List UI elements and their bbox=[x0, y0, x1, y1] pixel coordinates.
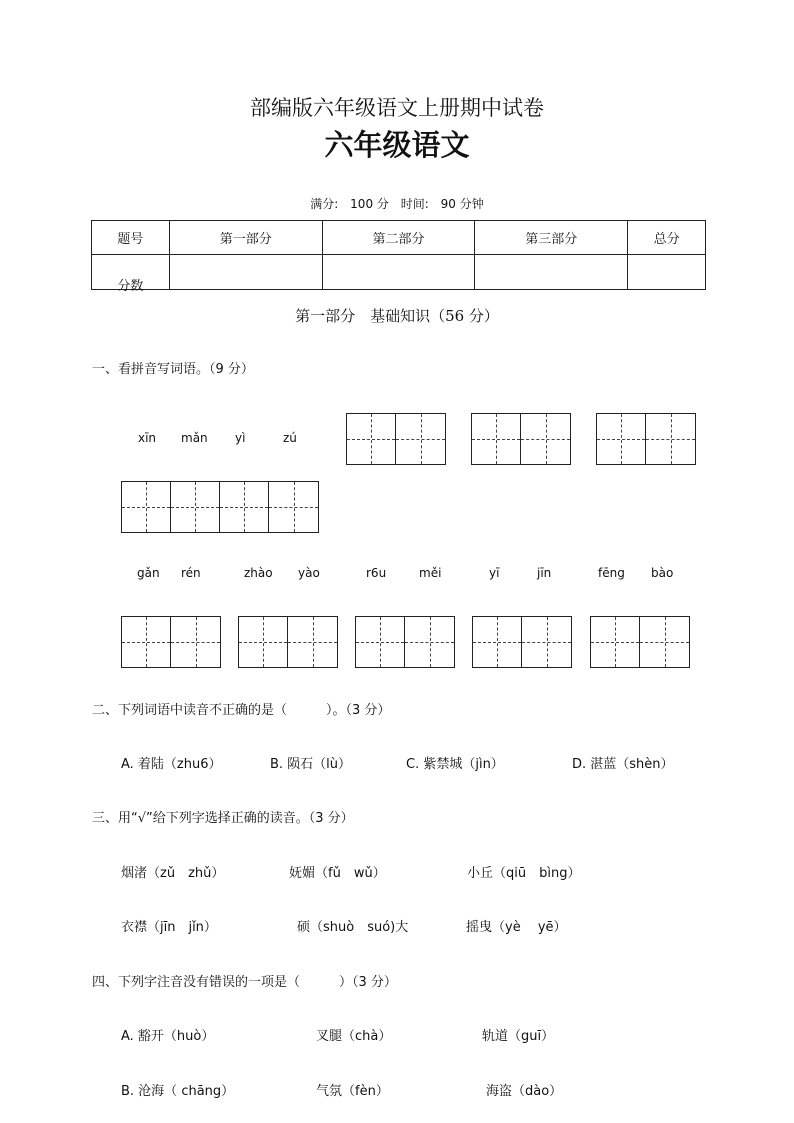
option-a-word: 叉腿（chà） bbox=[316, 1029, 392, 1044]
full-marks-label: 满分: bbox=[310, 197, 339, 211]
writing-grid[interactable] bbox=[471, 413, 571, 465]
reading-choice[interactable]: 摇曳（yè yē） bbox=[466, 920, 567, 935]
option-a[interactable]: A. 着陆（zhu6） bbox=[121, 757, 222, 772]
pinyin: gǎn bbox=[137, 566, 160, 580]
pinyin: zú bbox=[283, 431, 297, 445]
option-a[interactable]: A. 豁开（huò） bbox=[121, 1029, 215, 1044]
option-b[interactable]: B. 陨石（lù） bbox=[270, 757, 352, 772]
score-table-score-row bbox=[92, 255, 706, 290]
pinyin: měi bbox=[419, 566, 442, 580]
writing-grid[interactable] bbox=[472, 616, 572, 668]
score-row-label-cell bbox=[92, 255, 170, 294]
option-a-word: 轨道（guī） bbox=[482, 1029, 555, 1044]
option-c[interactable]: C. 紫禁城（jìn） bbox=[406, 757, 504, 772]
question-1-title: 一、看拼音写词语。（9 分） bbox=[92, 362, 254, 377]
writing-grid[interactable] bbox=[596, 413, 696, 465]
pinyin: yì bbox=[235, 431, 246, 445]
score-table-header: 第二部分 bbox=[322, 221, 475, 255]
writing-grid[interactable] bbox=[121, 481, 319, 533]
reading-choice[interactable]: 烟渚（zǔ zhǔ） bbox=[121, 866, 225, 881]
question-4-title: 四、下列字注音没有错误的一项是（ ）（3 分） bbox=[92, 975, 397, 990]
reading-choice[interactable]: 妩媚（fǔ wǔ） bbox=[289, 866, 386, 881]
pinyin: jīn bbox=[537, 566, 552, 580]
score-row-label: 分数 bbox=[117, 278, 144, 294]
time-label: 时间: bbox=[400, 197, 429, 211]
pinyin: r6u bbox=[366, 566, 387, 580]
question-3-title: 三、用“√”给下列字选择正确的读音。（3 分） bbox=[92, 811, 354, 826]
full-marks-value: 100 分 bbox=[350, 197, 389, 211]
pinyin: rén bbox=[181, 566, 201, 580]
pinyin: bào bbox=[651, 566, 674, 580]
writing-grid[interactable] bbox=[121, 616, 221, 668]
score-cell[interactable] bbox=[322, 255, 475, 290]
pinyin: mǎn bbox=[181, 431, 208, 445]
pinyin: zhào bbox=[244, 566, 273, 580]
score-cell[interactable] bbox=[475, 255, 628, 290]
option-d[interactable]: D. 湛蓝（shèn） bbox=[572, 757, 674, 772]
time-value: 90 分钟 bbox=[440, 197, 484, 211]
writing-grid[interactable] bbox=[346, 413, 446, 465]
score-table-header-row bbox=[92, 221, 706, 255]
reading-choice[interactable]: 小丘（qiū bìng） bbox=[467, 866, 581, 881]
score-table bbox=[91, 220, 706, 294]
option-b-word: 海盗（dào） bbox=[486, 1084, 563, 1099]
writing-grid[interactable] bbox=[355, 616, 455, 668]
pinyin: yào bbox=[298, 566, 320, 580]
writing-grid[interactable] bbox=[590, 616, 690, 668]
score-table-header: 总分 bbox=[628, 221, 706, 255]
pinyin: yī bbox=[489, 566, 500, 580]
exam-title: 六年级语文 bbox=[324, 128, 470, 162]
question-2-title: 二、下列词语中读音不正确的是（ ）。（3 分） bbox=[92, 703, 391, 718]
section-title: 第一部分 基础知识（56 分） bbox=[295, 307, 499, 325]
option-b-word: 气氛（fèn） bbox=[316, 1084, 389, 1099]
score-info bbox=[0, 195, 794, 212]
score-cell[interactable] bbox=[628, 255, 706, 290]
score-table-header: 第三部分 bbox=[475, 221, 628, 255]
pinyin: fēng bbox=[598, 566, 625, 580]
score-table-header: 题号 bbox=[92, 221, 170, 255]
score-cell[interactable] bbox=[169, 255, 322, 290]
pinyin: xīn bbox=[138, 431, 157, 445]
exam-subtitle: 部编版六年级语文上册期中试卷 bbox=[250, 96, 544, 120]
score-table-header: 第一部分 bbox=[169, 221, 322, 255]
writing-grid[interactable] bbox=[238, 616, 338, 668]
reading-choice[interactable]: 硕（shuò suó)大 bbox=[297, 920, 409, 935]
option-b[interactable]: B. 沧海（ chāng） bbox=[121, 1084, 235, 1099]
reading-choice[interactable]: 衣襟（jīn jǐn） bbox=[121, 920, 217, 935]
